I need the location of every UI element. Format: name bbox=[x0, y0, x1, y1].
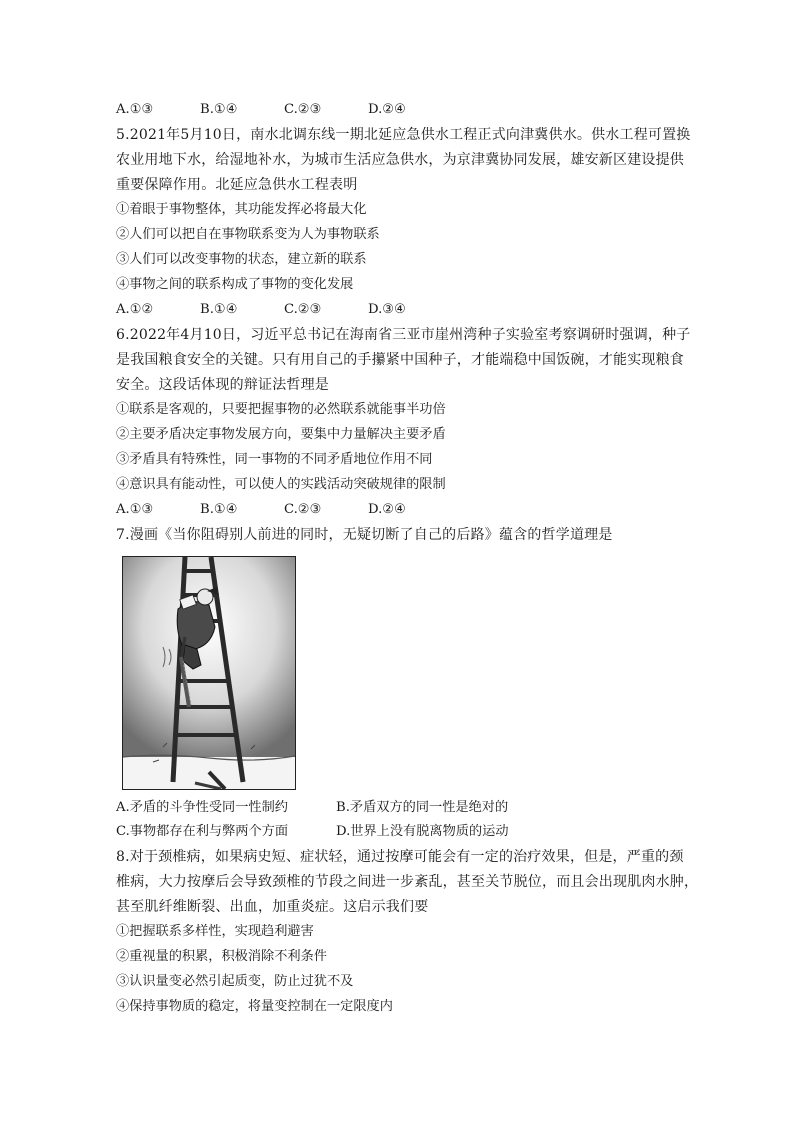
q5-option-a: A.①② bbox=[116, 302, 154, 317]
q5-text-line-3: 重要保障作用。北延应急供水工程表明 bbox=[116, 177, 358, 193]
q4-option-c: C.②③ bbox=[284, 102, 322, 117]
q5-options bbox=[116, 301, 406, 319]
q5-statement-3: ③人们可以改变事物的状态，建立新的联系 bbox=[116, 252, 367, 267]
q4-options bbox=[116, 101, 406, 119]
q6-text-line-2: 是我国粮食安全的关键。只有用自己的手攥紧中国种子，才能端稳中国饭碗，才能实现粮食 bbox=[116, 352, 684, 368]
q6-option-d: D.②④ bbox=[368, 502, 406, 517]
q6-text-line-3: 安全。这段话体现的辩证法哲理是 bbox=[116, 377, 329, 393]
q5-option-c: C.②③ bbox=[284, 302, 322, 317]
q8-text-line-1: 8.对于颈椎病，如果病史短、症状轻，通过按摩可能会有一定的治疗效果，但是，严重的颈 bbox=[116, 849, 684, 865]
q5-statement-4: ④事物之间的联系构成了事物的变化发展 bbox=[116, 277, 354, 292]
q7-option-c: C.事物都存在利与弊两个方面 bbox=[116, 824, 289, 839]
ladder-cartoon-drawing bbox=[123, 557, 295, 789]
q5-statement-1: ①着眼于事物整体，其功能发挥必将最大化 bbox=[116, 202, 367, 217]
q6-options bbox=[116, 501, 406, 519]
q6-statement-2: ②主要矛盾决定事物发展方向，要集中力量解决主要矛盾 bbox=[116, 427, 446, 442]
q5-text-line-2: 农业用地下水，给湿地补水，为城市生活应急供水，为京津冀协同发展，雄安新区建设提供 bbox=[116, 152, 684, 168]
q8-text-line-2: 椎病，大力按摩后会导致颈椎的节段之间进一步紊乱，甚至关节脱位，而且会出现肌肉水肿， bbox=[116, 874, 699, 890]
q6-option-b: B.①④ bbox=[200, 502, 238, 517]
ladder-cartoon bbox=[122, 556, 296, 790]
q6-option-c: C.②③ bbox=[284, 502, 322, 517]
q5-option-d: D.③④ bbox=[368, 302, 406, 317]
q4-option-d: D.②④ bbox=[368, 102, 406, 117]
q8-statement-4: ④保持事物质的稳定，将量变控制在一定限度内 bbox=[116, 999, 393, 1014]
q4-option-a: A.①③ bbox=[116, 102, 154, 117]
q5-text-line-1: 5.2021年5月10日，南水北调东线一期北延应急供水工程正式向津冀供水。供水工程可置换 bbox=[116, 127, 691, 143]
q8-statement-2: ②重视量的积累，积极消除不利条件 bbox=[116, 949, 327, 964]
q8-statement-3: ③认识量变必然引起质变，防止过犹不及 bbox=[116, 974, 354, 989]
q7-option-d: D.世界上没有脱离物质的运动 bbox=[336, 824, 509, 839]
q8-statement-1: ①把握联系多样性，实现趋利避害 bbox=[116, 924, 314, 939]
q7-question: 7.漫画《当你阻碍别人前进的同时，无疑切断了自己的后路》蕴含的哲学道理是 bbox=[116, 527, 613, 543]
q8-text-line-3: 甚至肌纤维断裂、出血，加重炎症。这启示我们要 bbox=[116, 899, 429, 915]
q5-option-b: B.①④ bbox=[200, 302, 238, 317]
q4-option-b: B.①④ bbox=[200, 102, 238, 117]
q6-option-a: A.①③ bbox=[116, 502, 154, 517]
q6-text-line-1: 6.2022年4月10日，习近平总书记在海南省三亚市崖州湾种子实验室考察调研时强调，种子 bbox=[116, 327, 691, 343]
q6-statement-1: ①联系是客观的，只要把握事物的必然联系就能事半功倍 bbox=[116, 402, 446, 417]
q7-option-a: A.矛盾的斗争性受同一性制约 bbox=[116, 800, 288, 815]
q7-option-b: B.矛盾双方的同一性是绝对的 bbox=[336, 800, 509, 815]
q5-statement-2: ②人们可以把自在事物联系变为人为事物联系 bbox=[116, 227, 380, 242]
q6-statement-4: ④意识具有能动性，可以使人的实践活动突破规律的限制 bbox=[116, 477, 446, 492]
q6-statement-3: ③矛盾具有特殊性，同一事物的不同矛盾地位作用不同 bbox=[116, 452, 433, 467]
